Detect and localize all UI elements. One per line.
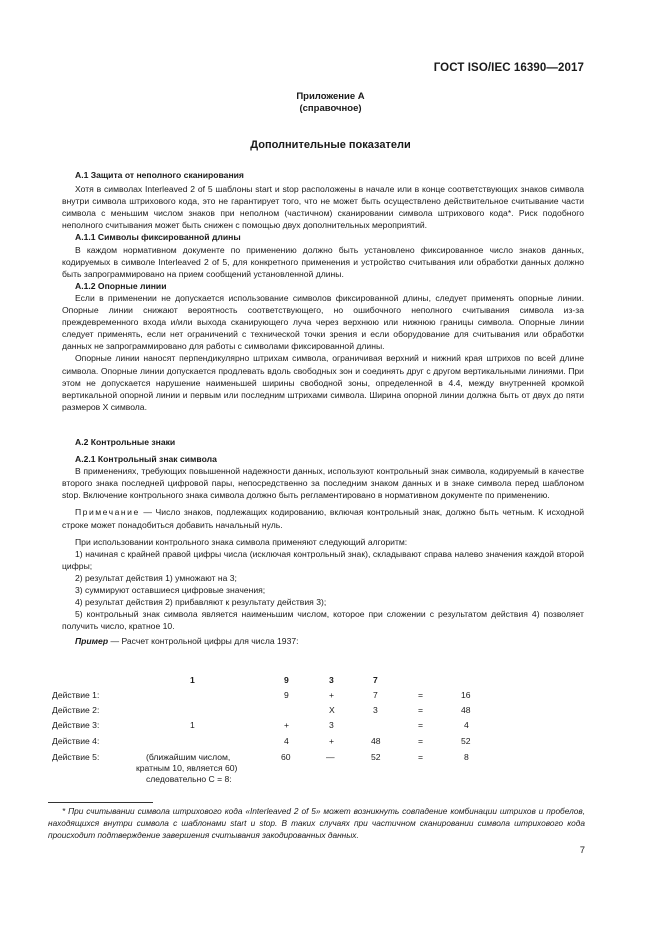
example	[62, 635, 584, 647]
annex-subtitle: (справочное)	[299, 103, 362, 114]
calc-cell: 48	[461, 705, 471, 715]
example-text: — Расчет контрольной цифры для числа 1937:	[110, 636, 299, 647]
calc-row-label: Действие 2:	[52, 705, 100, 715]
section-a2	[62, 436, 584, 648]
algorithm-intro: При использовании контрольного знака символа применяют следующий алгоритм:	[75, 536, 408, 547]
calc-cell: X	[329, 705, 335, 715]
a1-paragraph: Хотя в символах Interleaved 2 of 5 шаблоны start и stop расположены в начале или в конце соответствующих знаков символа внутри символа штрихового кода, это не гарантирует того, что не может быть осуществлено действительное считывание части символа с меньшим числом знаков при неполном (частичном) сканировании символа штрихового кода*. Риск подобного неполного считывания может быть снижен с помощью двух дополнительных мероприятий.	[62, 184, 584, 231]
algorithm-step: 2) результат действия 1) умножают на 3;	[75, 572, 237, 583]
calc-cell: +	[284, 720, 290, 730]
calc-cell: +	[329, 736, 335, 746]
calc-cell: —	[326, 752, 335, 762]
algorithm-step: 3) суммируют оставшиеся цифровые значения;	[75, 585, 266, 596]
calc-header-cell: 7	[373, 675, 378, 685]
note	[62, 506, 584, 530]
calc-header-cell: 3	[329, 675, 334, 685]
calc-cell: =	[418, 752, 424, 762]
a1-heading: А.1 Защита от неполного сканирования	[75, 170, 244, 180]
calc-cell: 3	[373, 705, 378, 715]
note-label: Примечание	[75, 507, 140, 518]
calc-cell: 9	[284, 690, 289, 700]
standard-header: ГОСТ ISO/IEC 16390—2017	[433, 62, 584, 74]
calc-cell: =	[418, 690, 424, 700]
a12-heading: А.1.2 Опорные линии	[75, 280, 167, 291]
calc-cell: =	[418, 720, 424, 730]
calc-cell-note: кратным 10, является 60)	[136, 763, 238, 773]
algorithm-step: 1) начиная с крайней правой цифры числа (исключая контрольный знак), складывают справа налево значения каждой второй цифры;	[62, 548, 584, 571]
calc-cell: 48	[371, 736, 381, 746]
a12-paragraph-1: Если в применении не допускается использование символов фиксированной длины, следует применять опорные линии. Опорные линии снижают вероятность соответствующего, но ошибочного неполного считывания символа из-за преждевременного входа и/или выхода сканирующего луча через верхнюю или нижнюю границы символа. Опорные линии следует применять, если нет ограничений с технической точки зрения и если оборудование для считывания или обработки данных не запрограммировано для работы с символами фиксированной длины.	[62, 292, 584, 352]
example-label: Пример	[75, 636, 109, 647]
calc-cell: 8	[464, 752, 469, 762]
calc-cell: =	[418, 705, 424, 715]
calc-cell: 3	[329, 720, 334, 730]
calc-cell: 7	[373, 690, 378, 700]
a2-heading: А.2 Контрольные знаки	[75, 437, 176, 447]
a21-heading: А.2.1 Контрольный знак символа	[75, 454, 217, 465]
algorithm-step: 5) контрольный знак символа является наименьшим числом, которое при сложении с результатом действия 4) позволяет получить число, кратное 10.	[62, 609, 584, 632]
a11-paragraph: В каждом нормативном документе по применению должно быть установлено фиксированное число знаков данных, кодируемых в символе Interleaved 2 of 5, для конкретного применения и устройство считывания или обработки данных должно быть запрограммировано на прием сообщений установленной длины.	[62, 244, 584, 279]
main-title: Дополнительные показатели	[250, 139, 411, 151]
calc-cell: =	[418, 736, 424, 746]
calc-cell-note: следовательно С = 8:	[146, 774, 232, 784]
calc-cell: 4	[284, 736, 289, 746]
calc-cell: 60	[281, 752, 291, 762]
calc-header-cell: 9	[284, 675, 289, 685]
calc-row-label: Действие 5:	[52, 752, 100, 762]
annex-title: Приложение А	[296, 91, 365, 102]
calc-cell: 1	[190, 720, 195, 730]
calc-cell: 52	[461, 736, 471, 746]
calc-header-cell: 1	[190, 675, 195, 685]
footnote-divider	[48, 802, 153, 803]
a12-paragraph-2: Опорные линии наносят перпендикулярно штрихам символа, ограничивая верхний и нижний края штрихов по всей длине символа. Опорные линии допускается продлевать вдоль свободных зон и соединять друг с другом вертикальными линиями. При этом не допускается нарушение наименьшей ширины свободной зоны, определенной в 4.4, между внутренней кромкой вертикальной опорной линии и первым или последним штрихами символа. Ширина опорной линии должна быть от двух до пяти размеров X символа.	[62, 353, 584, 412]
calc-cell: 4	[464, 720, 469, 730]
a11-heading: А.1.1 Символы фиксированной длины	[75, 232, 241, 243]
calc-row-label: Действие 4:	[52, 736, 100, 746]
calc-row-label: Действие 3:	[52, 720, 100, 730]
calc-cell: (ближайшим числом,	[146, 752, 231, 762]
note-text: — Число знаков, подлежащих кодированию, включая контрольный знак, должно быть четным. К исходной строке может понадобиться добавить начальный нуль.	[62, 507, 584, 530]
section-a1	[62, 169, 584, 413]
calc-row-label: Действие 1:	[52, 690, 100, 700]
a21-paragraph: В применениях, требующих повышенной надежности данных, используют контрольный знак символа, кодируемый в качестве второго знака последней цифровой пары, непосредственно за последним знаком данных и в знаке символа перед шаблоном stop. Включение контрольного знака символа должно быть регламентировано в нормативном документе по применению.	[62, 466, 584, 501]
page-number: 7	[579, 845, 585, 856]
footnote: * При считывании символа штрихового кода «Interleaved 2 of 5» может возникнуть совпадение комбинации штрихов и пробелов, находящихся внутри символа с шаблонами start и stop. В таких случаях при частичном сканировании символа штрихового кода происходит подтверждение завершения считывания закодированных данных.	[48, 806, 585, 840]
calc-cell: +	[329, 690, 335, 700]
calc-cell: 16	[461, 690, 471, 700]
calc-cell: 52	[371, 752, 381, 762]
algorithm-step: 4) результат действия 2) прибавляют к результату действия 3);	[75, 597, 327, 608]
